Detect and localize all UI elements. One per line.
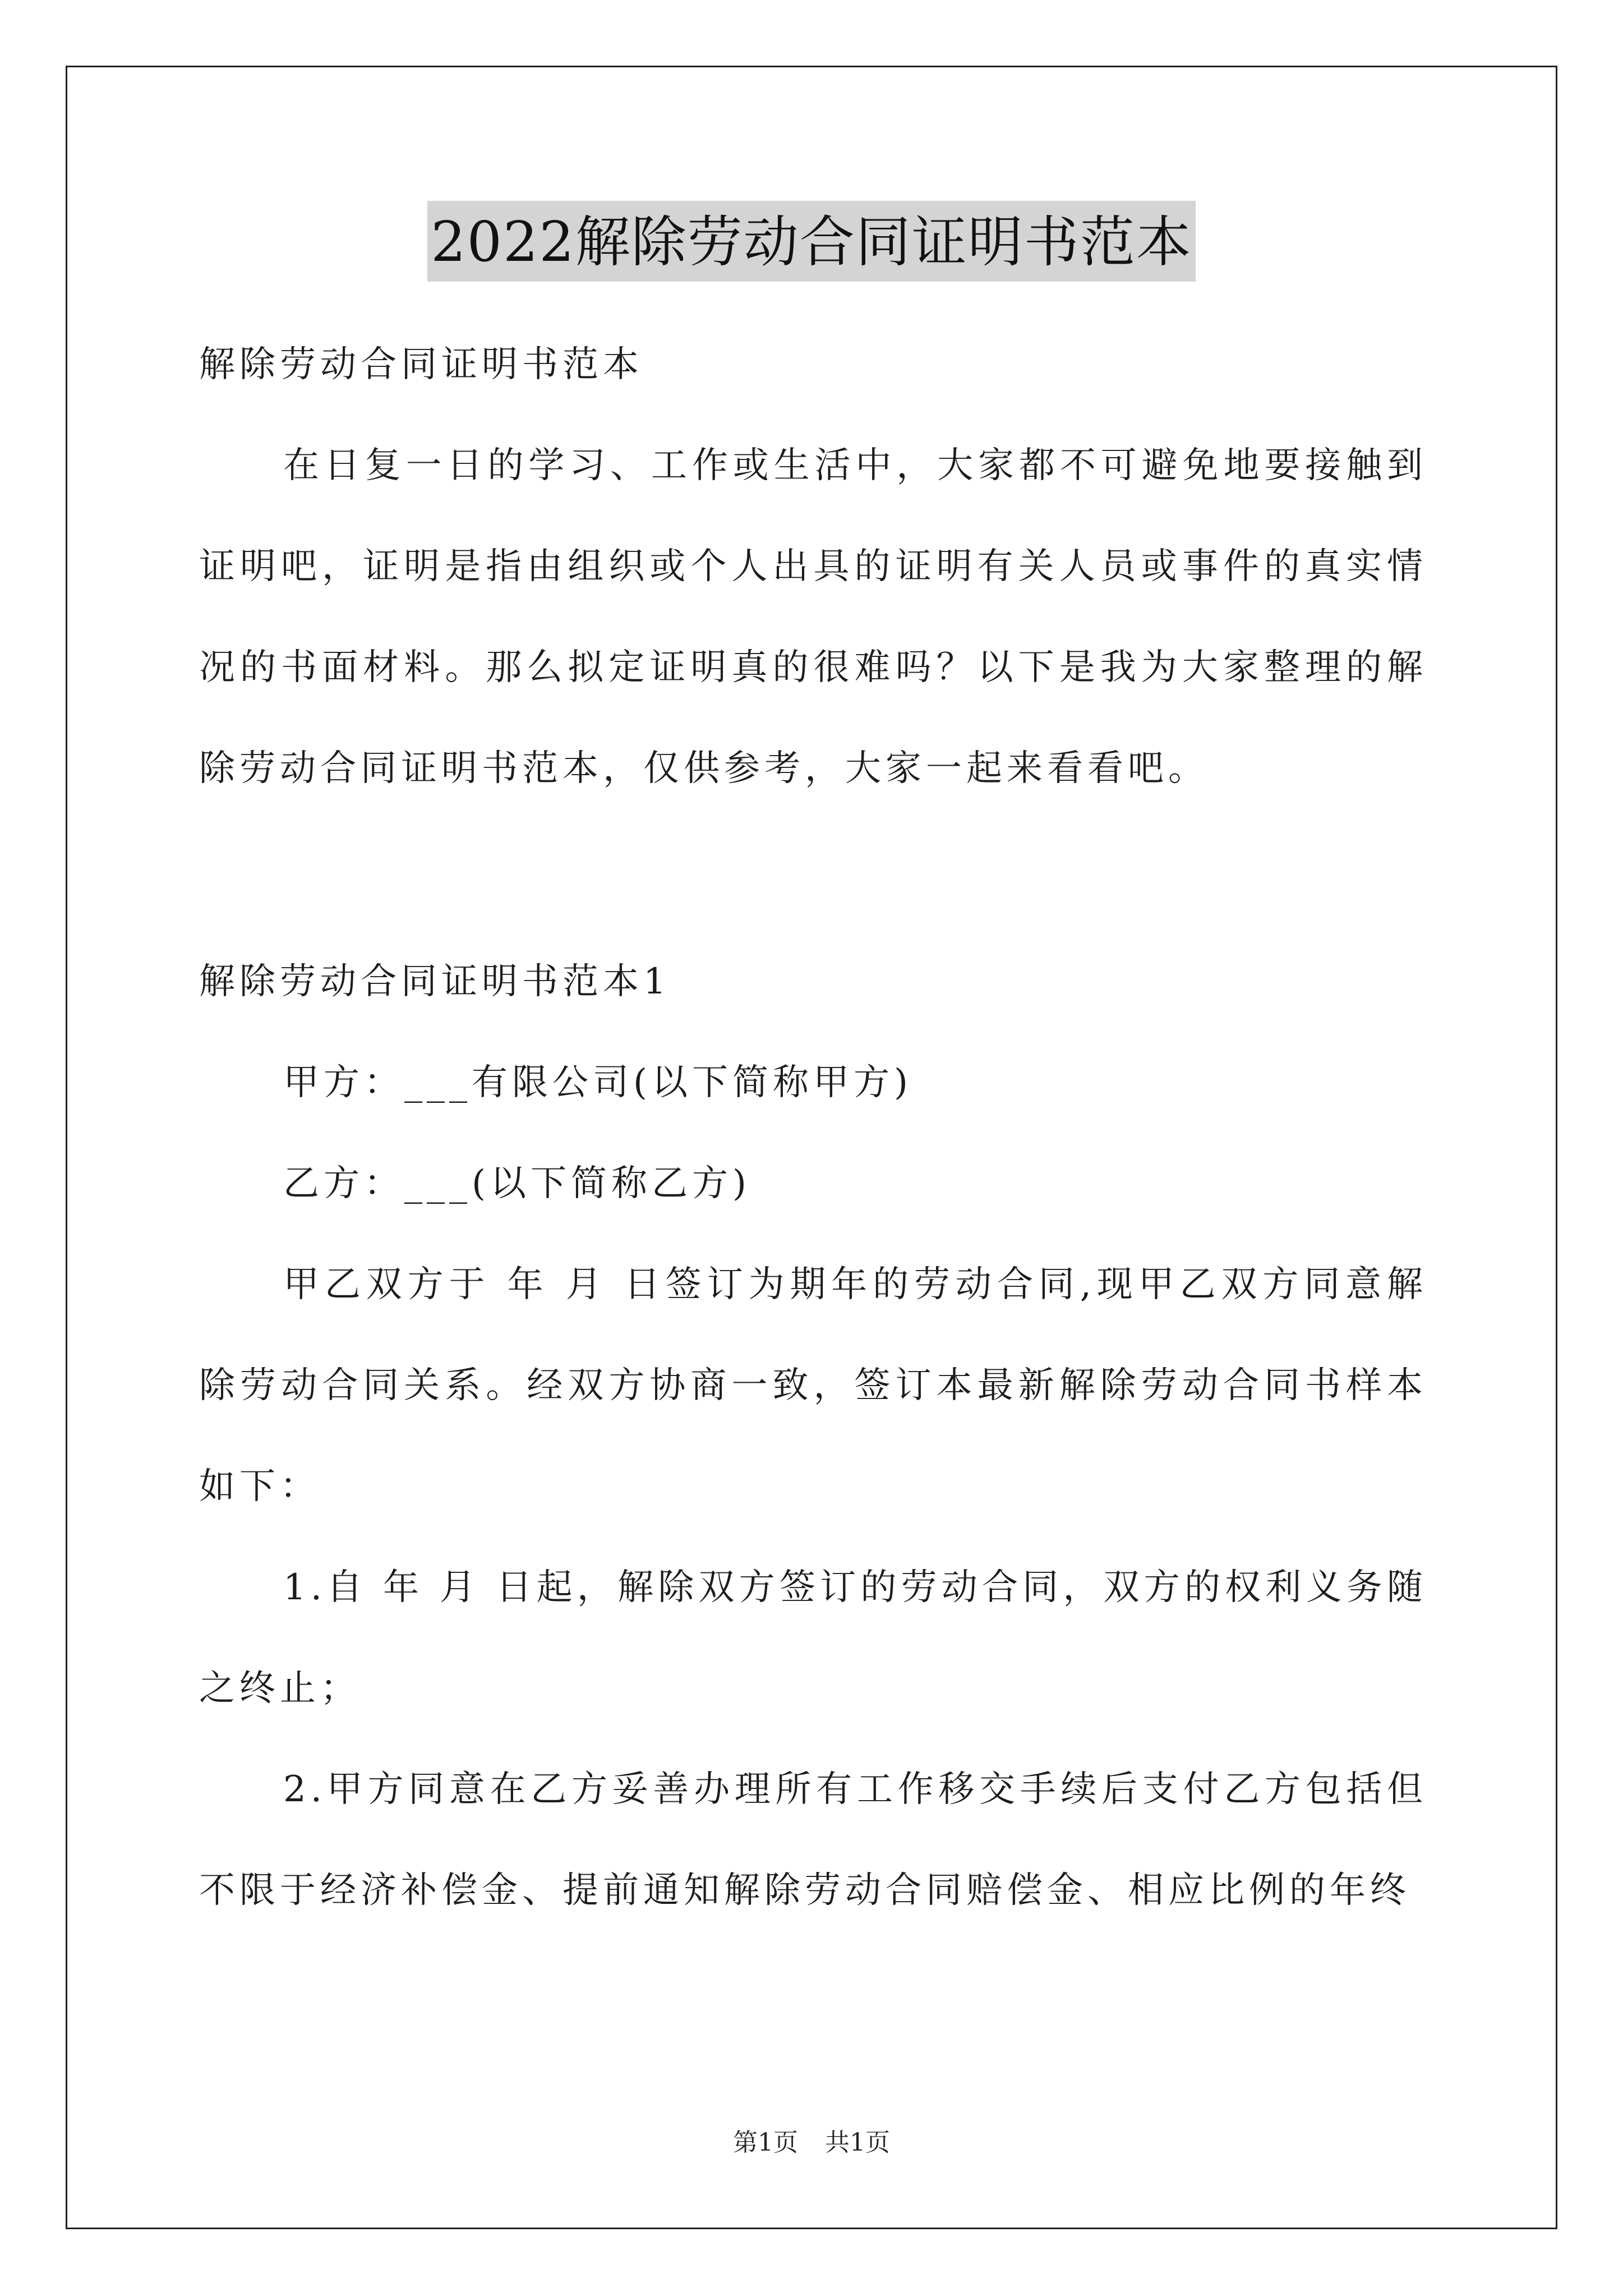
page-footer	[0, 2126, 1623, 2160]
title-container	[0, 201, 1623, 282]
sample-heading: 解除劳动合同证明书范本1	[199, 961, 671, 1002]
clause-1: 1.自 年 月 日起，解除双方签订的劳动合同，双方的权利义务随之终止；	[199, 1567, 1427, 1709]
document-body	[199, 314, 1427, 1941]
agreement-paragraph: 甲乙双方于 年 月 日签订为期年的劳动合同,现甲乙双方同意解除劳动合同关系。经双方协商一致，签订本最新解除劳动合同书样本如下：	[199, 1264, 1427, 1507]
document-title: 2022解除劳动合同证明书范本	[427, 201, 1195, 282]
intro-paragraph: 在日复一日的学习、工作或生活中，大家都不可避免地要接触到证明吧，证明是指由组织或个人出具的证明有关人员或事件的真实情况的书面材料。那么拟定证明真的很难吗？以下是我为大家整理的解除劳动合同证明书范本，仅供参考，大家一起来看看吧。	[199, 445, 1427, 789]
party-b-line: 乙方：___(以下简称乙方)	[283, 1163, 751, 1204]
party-a-line: 甲方：___有限公司(以下简称甲方)	[283, 1062, 912, 1103]
clause-2: 2.甲方同意在乙方妥善办理所有工作移交手续后支付乙方包括但不限于经济补偿金、提前通知解除劳动合同赔偿金、相应比例的年终	[199, 1769, 1427, 1911]
subtitle-paragraph: 解除劳动合同证明书范本	[199, 344, 643, 385]
page-number-total: 共1页	[825, 2128, 890, 2157]
page-number-current: 第1页	[733, 2128, 798, 2157]
